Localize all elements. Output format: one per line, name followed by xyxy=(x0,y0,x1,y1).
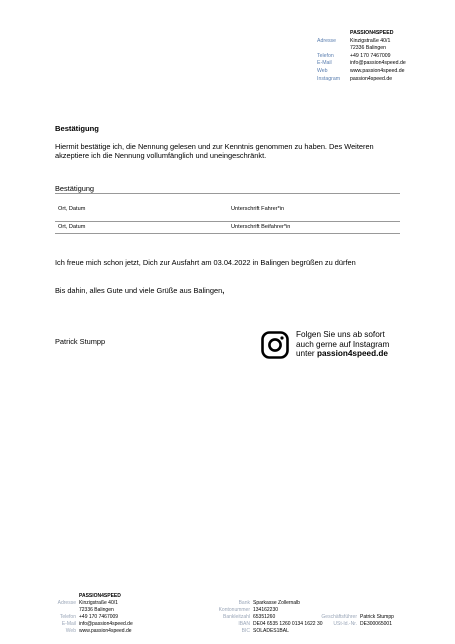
signature-line-driver xyxy=(55,221,400,222)
letterhead-label: Web xyxy=(317,67,328,74)
footer-row xyxy=(20,607,133,614)
footer-value: Patrick Stumpp xyxy=(360,614,394,620)
looking-forward-text: Ich freue mich schon jetzt, Dich zur Ausfahrt am 03.04.2022 in Balingen begrüßen zu dürfen xyxy=(55,258,356,267)
footer-label: Kontonummer xyxy=(218,607,250,614)
regards-text xyxy=(55,286,224,295)
confirmation-section-title: Bestätigung xyxy=(55,184,95,193)
letterhead-label: Adresse xyxy=(317,37,337,44)
footer-label: Adresse xyxy=(57,600,76,607)
footer-row xyxy=(20,614,133,621)
letterhead-row xyxy=(317,45,447,53)
driver-signature-label: Unterschrift Fahrer*in xyxy=(231,206,285,212)
letterhead-value: Kinzigstraße 40/1 xyxy=(350,37,391,44)
letterhead-value: 72336 Balingen xyxy=(350,45,387,52)
regards-body: Bis dahin, alles Gute und viele Grüße aus Balingen xyxy=(55,286,223,295)
place-date-label: Ort, Datum xyxy=(58,224,86,230)
footer-label xyxy=(20,607,79,614)
footer-label: E-Mail xyxy=(61,621,76,628)
footer-label: Bankleitzahl xyxy=(223,614,250,621)
confirmation-paragraph: Hiermit bestätige ich, die Nennung gelesen und zur Kenntnis genommen zu haben. Des Weiteren akzeptiere ich die Nennung vollumfänglich und uneingeschränkt. xyxy=(55,142,374,161)
instagram-promo-text xyxy=(296,330,389,359)
letterhead-row xyxy=(317,60,447,68)
footer-value: 65351260 xyxy=(253,614,276,621)
letterhead-row xyxy=(317,53,447,61)
footer-row xyxy=(20,621,133,628)
footer-management-column xyxy=(300,614,394,628)
instagram-line-2: auch gerne auf Instagram xyxy=(296,339,390,349)
codriver-signature-label: Unterschrift Beifahrer*in xyxy=(231,224,291,230)
letterhead-company-name: PASSION4SPEED xyxy=(350,30,394,36)
footer-value: Sparkasse Zollernalb xyxy=(253,600,300,606)
letterhead-value: +49 170 7467009 xyxy=(350,52,391,59)
letterhead-value: www.passion4speed.de xyxy=(350,67,405,74)
footer-row xyxy=(170,628,323,635)
document-heading: Bestätigung xyxy=(55,124,99,133)
footer-label: USt-Id.-Nr. xyxy=(333,621,357,628)
footer-label: Telefon xyxy=(59,614,76,621)
footer-contact-column xyxy=(20,593,133,636)
footer-label: Web xyxy=(65,628,76,635)
footer-value: DE300065001 xyxy=(360,621,392,628)
instagram-line-3 xyxy=(296,349,389,359)
letterhead-label: Instagram xyxy=(317,75,341,82)
letterhead-row xyxy=(317,38,447,46)
instagram-prefix: unter xyxy=(296,349,317,359)
footer-value: info@passion4speed.de xyxy=(79,621,133,628)
footer-label: BIC xyxy=(241,628,250,635)
footer-row xyxy=(20,600,133,607)
letterhead-value: info@passion4speed.de xyxy=(350,60,406,67)
footer-label: Bank xyxy=(238,600,250,606)
footer-row xyxy=(300,614,394,621)
regards-punctuation: , xyxy=(222,286,225,295)
footer-row xyxy=(20,628,133,635)
instagram-handle: passion4speed.de xyxy=(316,349,388,359)
instagram-line-1: Folgen Sie uns ab sofort xyxy=(296,330,385,339)
footer-value: 72336 Balingen xyxy=(79,607,114,614)
instagram-icon xyxy=(261,331,289,359)
letterhead-row xyxy=(317,76,447,84)
place-date-label: Ort, Datum xyxy=(58,206,86,212)
footer-value: 134162230 xyxy=(253,607,279,614)
footer-label: Geschäftsführer xyxy=(321,614,357,620)
footer-value: +49 170 7467009 xyxy=(79,614,119,621)
footer-company-name: PASSION4SPEED xyxy=(79,593,121,599)
footer-row xyxy=(300,621,394,628)
letterhead-label xyxy=(317,45,350,53)
letterhead-contact-block xyxy=(317,30,447,83)
letterhead-label: E-Mail xyxy=(317,60,332,67)
divider-line xyxy=(55,193,400,194)
sender-name: Patrick Stumpp xyxy=(55,337,106,346)
footer-row xyxy=(170,600,323,607)
letterhead-row xyxy=(317,68,447,76)
signature-line-codriver xyxy=(55,233,400,234)
footer-value: DE04 6535 1260 0134 1622 30 xyxy=(253,621,323,628)
footer-value: SOLADES1BAL xyxy=(253,628,289,635)
letterhead-label: Telefon xyxy=(317,52,334,59)
footer-value: Kinzigstraße 40/1 xyxy=(79,600,118,607)
footer-value: www.passion4speed.de xyxy=(79,628,132,635)
letterhead-value: passion4speed.de xyxy=(350,75,393,82)
footer-label: IBAN xyxy=(238,621,250,628)
